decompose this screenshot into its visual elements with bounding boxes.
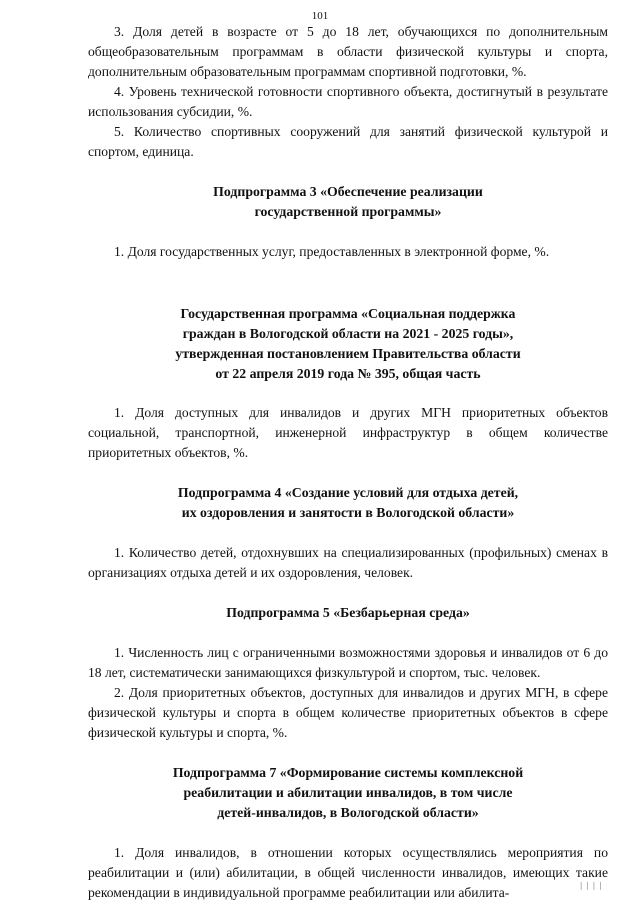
footer-stamp: ᛁᛁᛁᛁ <box>578 881 604 891</box>
section-heading <box>88 483 608 523</box>
heading-line: Подпрограмма 5 «Безбарьерная среда» <box>226 605 470 620</box>
heading-line: их оздоровления и занятости в Вологодской области» <box>181 505 515 520</box>
paragraph: 1. Доля инвалидов, в отношении которых осуществлялись мероприятия по реабилитации и (или) абилитации, в общей численности инвалидов, имеющих такие рекомендации в индивидуальной программе реабилитации или абилита- <box>88 845 608 900</box>
heading-line: государственной программы» <box>254 204 442 219</box>
paragraph: 1. Численность лиц с ограниченными возможностями здоровья и инвалидов от 6 до 18 лет, систематически занимающихся физкультурой и спортом, тыс. человек. <box>88 645 608 680</box>
heading-line: от 22 апреля 2019 года № 395, общая часть <box>215 366 481 381</box>
heading-line: реабилитации и абилитации инвалидов, в том числе <box>183 785 513 800</box>
heading-line: Подпрограмма 4 «Создание условий для отдыха детей, <box>177 485 519 500</box>
heading-line: детей-инвалидов, в Вологодской области» <box>217 805 479 820</box>
section-heading <box>88 182 608 222</box>
heading-line: утвержденная постановлением Правительства области <box>175 346 521 361</box>
heading-line: Подпрограмма 3 «Обеспечение реализации <box>213 184 483 199</box>
paragraph: 1. Доля государственных услуг, предоставленных в электронной форме, %. <box>114 244 550 259</box>
paragraph: 3. Доля детей в возрасте от 5 до 18 лет, обучающихся по дополнительным общеобразовательным программам в области физической культуры и спорта, дополнительным образовательным программам спортивной подготовки, %. <box>88 24 608 79</box>
section-heading <box>88 763 608 823</box>
paragraph: 5. Количество спортивных сооружений для занятий физической культурой и спортом, единица. <box>88 124 608 159</box>
paragraph: 4. Уровень технической готовности спортивного объекта, достигнутый в результате использования субсидии, %. <box>88 84 608 119</box>
heading-line: Государственная программа «Социальная поддержка <box>180 306 516 321</box>
paragraph: 2. Доля приоритетных объектов, доступных для инвалидов и других МГН, в сфере физической культуры и спорта в общем количестве приоритетных объектов в сфере физической культуры и спорта, %. <box>88 685 608 740</box>
document-body <box>88 22 608 903</box>
heading-line: Подпрограмма 7 «Формирование системы комплексной <box>172 765 524 780</box>
paragraph: 1. Доля доступных для инвалидов и других МГН приоритетных объектов социальной, транспортной, инженерной инфраструктур в общем количестве приоритетных объектов, %. <box>88 405 608 460</box>
section-heading <box>88 304 608 384</box>
heading-line: граждан в Вологодской области на 2021 - 2025 годы», <box>182 326 514 341</box>
page-number: 101 <box>311 10 329 22</box>
paragraph: 1. Количество детей, отдохнувших на специализированных (профильных) сменах в организациях отдыха детей и их оздоровления, человек. <box>88 545 608 580</box>
section-heading <box>88 603 608 623</box>
